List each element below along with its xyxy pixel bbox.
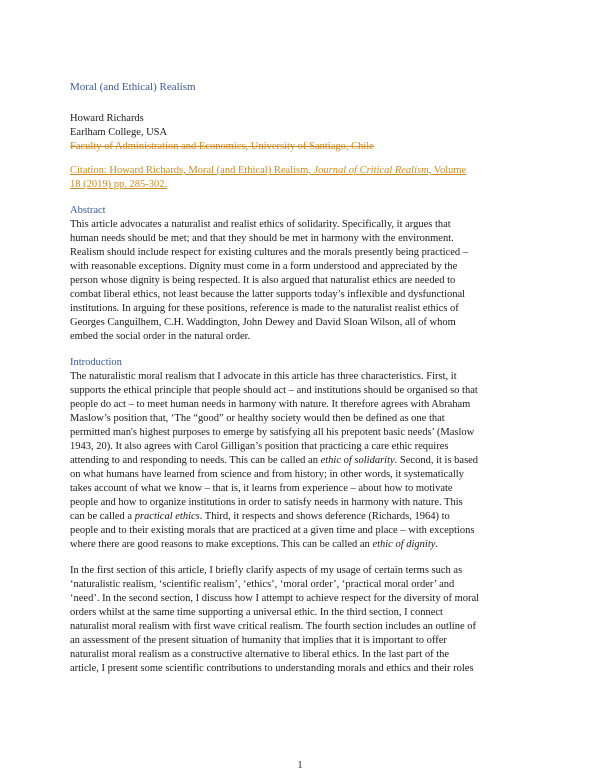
abstract-line: with reasonable exceptions. Dignity must come in a form understood and appreciated by the: [70, 261, 458, 272]
abstract-line: human needs should be met; and that they should be met in harmony with the environment.: [70, 233, 454, 244]
citation-journal: Journal of Critical Realism,: [313, 165, 432, 176]
abstract-line: Realism should include respect for existing cultures and the morals presently being practiced –: [70, 247, 469, 258]
citation[interactable]: [70, 164, 530, 192]
intro-line: people and to their existing morals that are practiced at a given time and place – with exceptions: [70, 525, 475, 536]
affiliation-2: Faculty of Administration and Economics, University of Santiago, Chile: [70, 141, 374, 152]
intro-line: permitted man's highest purposes to emerge by satisfying all his prepotent basic needs’ (Maslow: [70, 427, 475, 438]
abstract-line: embed the social order in the natural order.: [70, 331, 251, 342]
intro-line: people do act – to meet human needs in harmony with nature. It therefore agrees with Abraham: [70, 399, 471, 410]
author-block: [70, 112, 530, 154]
intro-line: Maslow’s position that, ‘The “good” or healthy society would then be defined as one that: [70, 413, 445, 424]
intro-line-with-emphasis: [70, 538, 530, 552]
intro-line-with-emphasis: [70, 510, 530, 524]
abstract-line: This article advocates a naturalist and realist ethics of solidarity. Specifically, it argues that: [70, 219, 451, 230]
intro-text: where there are good reasons to make exceptions. This can be called an: [70, 539, 373, 550]
intro-line: The naturalistic moral realism that I advocate in this article has three characteristics. First, it: [70, 371, 457, 382]
citation-line-2: 18 (2019) pp. 285-302.: [70, 179, 168, 190]
intro-line: naturalist moral realism as a constructive alternative to liberal ethics. In the last part of the: [70, 649, 450, 660]
intro-line: naturalist moral realism with first wave critical realism. The fourth section includes an outline of: [70, 621, 476, 632]
intro-line: article, I present some scientific contributions to understanding morals and ethics and their roles: [70, 663, 474, 674]
intro-line: orders whilst at the same time supporting a universal ethic. In the third section, I connect: [70, 607, 443, 618]
intro-text: attending to and responding to needs. This can be called an: [70, 455, 321, 466]
citation-text-post: Volume: [431, 165, 467, 176]
intro-line: 1943, 20). It also agrees with Carol Gilligan’s position that practicing a care ethic requires: [70, 441, 449, 452]
introduction-heading: Introduction: [70, 357, 122, 368]
intro-line: takes account of what we know – that is, it learns from experience – about how to motivate: [70, 483, 453, 494]
intro-line: ‘need’. In the second section, I discuss how I attempt to achieve respect for the diversity of moral: [70, 593, 480, 604]
author-name: Howard Richards: [70, 113, 144, 124]
paper-title: Moral (and Ethical) Realism: [70, 81, 196, 93]
practical-ethics: practical ethics: [134, 511, 200, 522]
intro-text: .: [435, 539, 439, 550]
page-number: 1: [297, 760, 303, 771]
ethic-of-dignity: ethic of dignity: [372, 539, 436, 550]
abstract-line: combat liberal ethics, not least because the latter supports today’s inflexible and dysfunctional: [70, 289, 466, 300]
intro-text: . Third, it respects and shows deference (Richards, 1964) to: [199, 511, 450, 522]
intro-line-with-emphasis: [70, 454, 530, 468]
ethic-of-solidarity: ethic of solidarity: [320, 455, 395, 466]
abstract-line: institutions. In arguing for these positions, reference is made to the naturalist realist ethics of: [70, 303, 459, 314]
abstract-heading: Abstract: [70, 205, 106, 216]
paper-body: [70, 80, 530, 676]
intro-text: . Second, it is based: [394, 455, 479, 466]
abstract-text: [70, 218, 530, 344]
intro-line: In the first section of this article, I briefly clarify aspects of my usage of certain terms such as: [70, 565, 463, 576]
intro-line: ‘naturalistic realism, ‘scientific realism’, ‘ethics’, ‘moral order’, ‘practical moral order’ and: [70, 579, 455, 590]
intro-line: on what humans have learned from science and from history; in other words, it systematically: [70, 469, 464, 480]
intro-text: can be called a: [70, 511, 135, 522]
abstract-line: person whose dignity is being respected. It is also argued that naturalist ethics are needed to: [70, 275, 456, 286]
introduction-paragraph-1: [70, 370, 530, 552]
abstract-line: Georges Canguilhem, C.H. Waddington, John Dewey and David Sloan Wilson, all of whom: [70, 317, 456, 328]
citation-text-pre: Citation: Howard Richards, Moral (and Ethical) Realism,: [70, 165, 314, 176]
introduction-paragraph-2: [70, 564, 530, 676]
intro-line: an assessment of the present situation of humanity that implies that it is important to offer: [70, 635, 447, 646]
intro-line: people and how to organize institutions in order to satisfy needs in harmony with nature. This: [70, 497, 463, 508]
intro-line: supports the ethical principle that people should act – and institutions should be organised so that: [70, 385, 478, 396]
affiliation-1: Earlham College, USA: [70, 127, 168, 138]
